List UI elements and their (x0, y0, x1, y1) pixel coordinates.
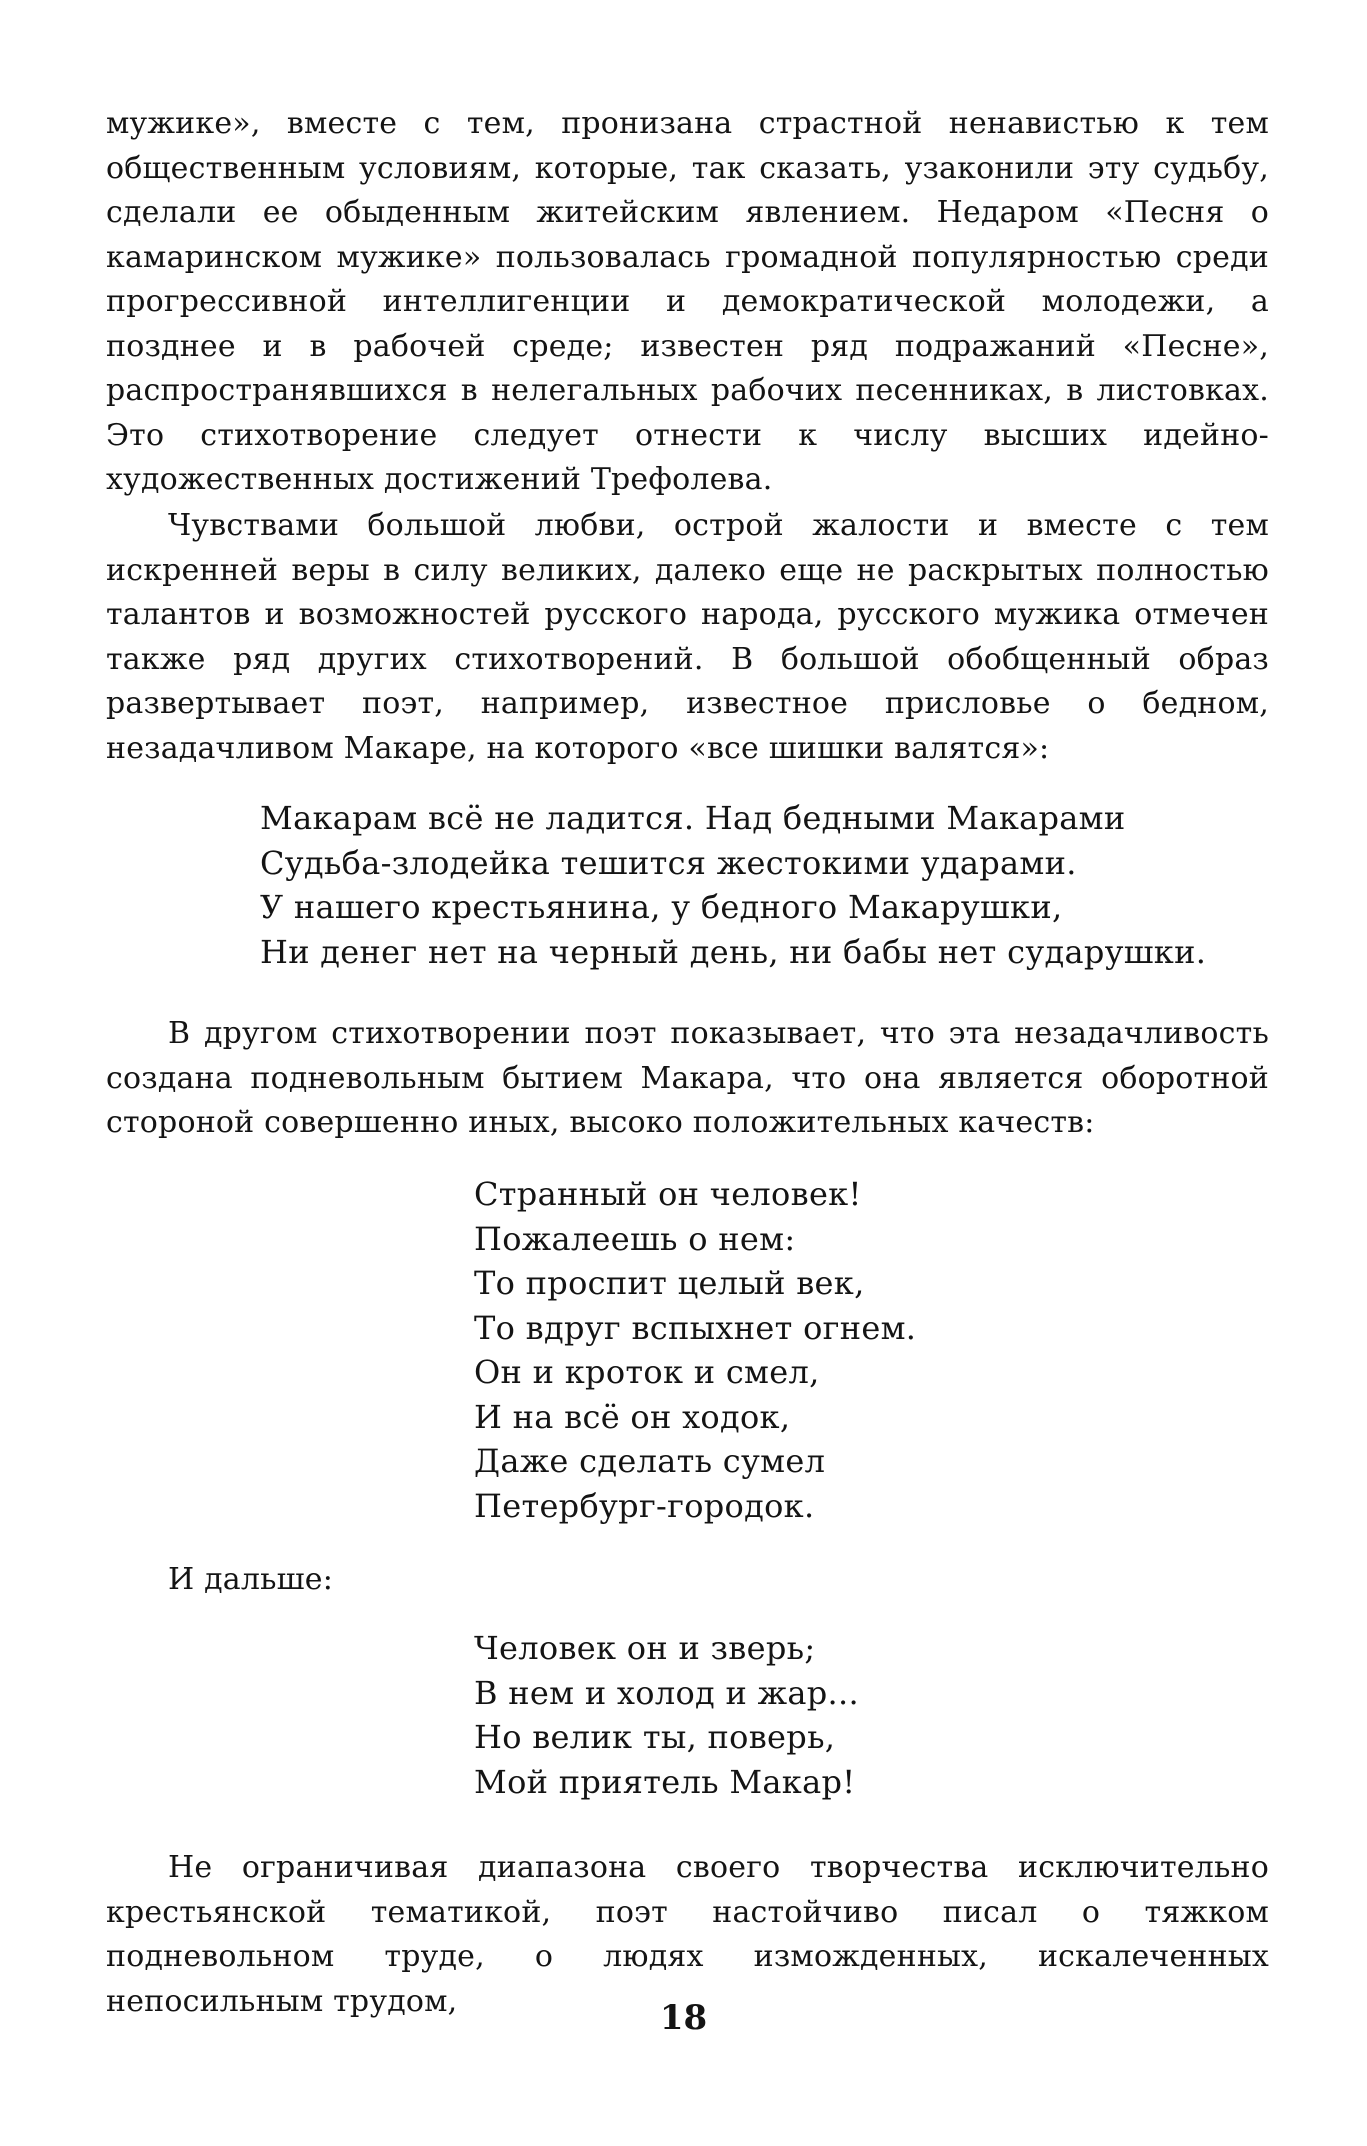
paragraph-3: В другом стихотворении поэт показывает, что эта незадачливость создана подневольным бытием Макара, что она является оборотной стороной совершенно иных, высоко положительных качеств: (106, 1016, 1269, 1140)
verse-line: Судьба-злодейка тешится жестокими ударами. (260, 843, 1077, 882)
page-number: 18 (659, 1998, 708, 2038)
paragraph-makar-intro (106, 504, 1269, 771)
verse-line: Даже сделать сумел (474, 1442, 826, 1480)
verse-line: Мой приятель Макар! (474, 1762, 856, 1801)
paragraph-1: мужике», вместе с тем, пронизана страстной ненавистью к тем общественным условиям, которые, так сказать, узаконили эту судьбу, сделали ее обыденным житейским явлением. Недаром «Песня о камаринском мужике» пользовалась громадной популярностью среди прогрессивной интеллигенции и демократической молодежи, а позднее и в рабочей среде; известен ряд подражаний «Песне», распространявшихся в нелегальных рабочих песенниках, в листовках. Это стихотворение следует отнести к числу высших идейно-художественных достижений Трефолева. (106, 106, 1269, 497)
verse-line: В нем и холод и жар... (474, 1673, 859, 1712)
paragraph-2: Чувствами большой любви, острой жалости и вместе с тем искренней веры в силу великих, далеко еще не раскрытых полностью талантов и возможностей русского народа, русского мужика отмечен также ряд других стихотворений. В большой обобщенный образ развертывает поэт, например, известное присловье о бедном, незадачливом Макаре, на которого «все шишки валятся»: (106, 508, 1269, 766)
verse-line: Но велик ты, поверь, (474, 1718, 836, 1756)
verse-line: То проспит целый век, (474, 1264, 865, 1302)
verse-line: Странный он человек! (474, 1175, 862, 1213)
verse-line: Человек он и зверь; (474, 1629, 816, 1667)
paragraph-continuation (106, 102, 1269, 503)
paragraph-5: Не ограничивая диапазона своего творчества исключительно крестьянской тематикой, поэт настойчиво писал о тяжком подневольном труде, о людях изможденных, искалеченных непосильным трудом, (106, 1850, 1269, 2019)
verse-line: У нашего крестьянина, у бедного Макарушки, (260, 888, 1063, 926)
verse-line: Макарам всё не ладится. Над бедными Макарами (260, 799, 1126, 837)
verse-line: То вдруг вспыхнет огнем. (474, 1308, 917, 1347)
verse-strange-man (474, 1172, 916, 1528)
verse-line: Ни денег нет на черный день, ни бабы нет сударушки. (260, 932, 1207, 971)
verse-line: И на всё он ходок, (474, 1397, 791, 1436)
verse-line: Он и кроток и смел, (474, 1353, 820, 1391)
paragraph-and-further (106, 1558, 1269, 1603)
paragraph-other-poem (106, 1012, 1269, 1146)
verse-man-and-beast (474, 1626, 859, 1804)
paragraph-4: И дальше: (168, 1562, 333, 1597)
verse-line: Петербург-городок. (474, 1486, 815, 1525)
verse-makaram (260, 796, 1206, 974)
verse-line: Пожалеешь о нем: (474, 1219, 796, 1258)
